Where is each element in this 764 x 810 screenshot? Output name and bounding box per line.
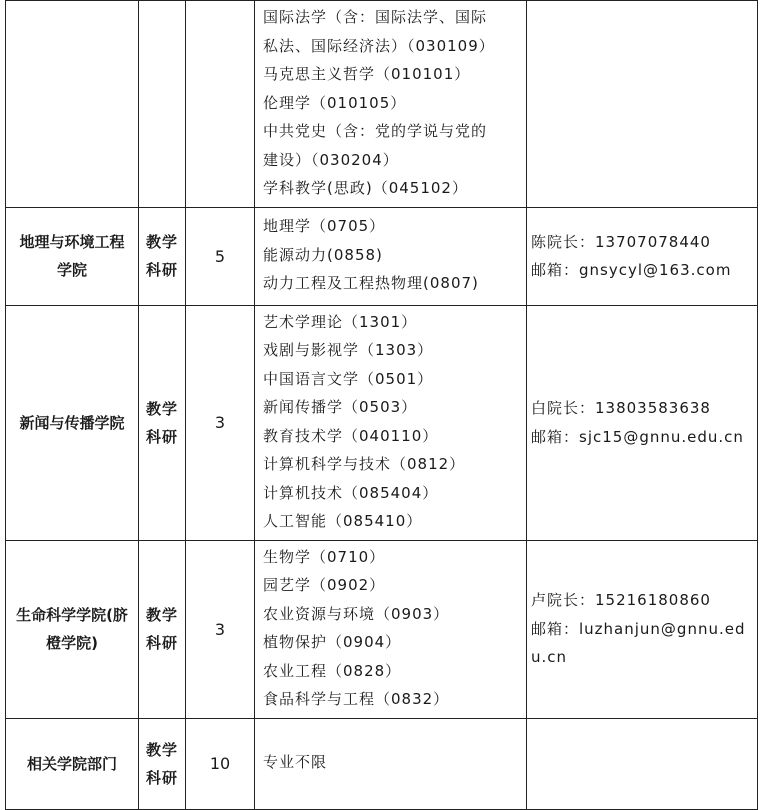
college-cell: 地理与环境工程学院: [6, 207, 139, 305]
college-cell: 新闻与传播学院: [6, 305, 139, 540]
major-item: 艺术学理论（1301）: [263, 312, 418, 331]
major-item: 计算机科学与技术（0812）: [263, 455, 466, 473]
contact-cell: [527, 1, 758, 208]
table-row: [6, 540, 758, 718]
major-item: 能源动力(0858): [263, 245, 383, 264]
contact-email: 邮箱：sjc15@gnnu.edu.cn: [531, 427, 744, 446]
major-item: 动力工程及工程热物理(0807): [263, 274, 479, 293]
headcount-cell: 10: [186, 718, 255, 809]
major-item: 专业不限: [263, 753, 328, 772]
contact-cell: [527, 540, 758, 718]
position-type-cell: 教学科研: [139, 305, 186, 540]
contact-phone: 卢院长：15216180860: [531, 591, 711, 610]
major-item: 学科教学(思政)（045102）: [263, 179, 468, 197]
major-item: 教育技术学（040110）: [263, 426, 439, 445]
major-item: 中共党史（含：党的学说与党的: [263, 122, 488, 140]
table-row: [6, 207, 758, 305]
contact-cell: [527, 207, 758, 305]
contact-email: 邮箱：luzhanjun@gnnu.edu.cn: [531, 619, 746, 667]
major-item: 农业工程（0828）: [263, 661, 402, 680]
major-item: 计算机技术（085404）: [263, 483, 439, 502]
recruitment-table: [5, 0, 758, 810]
majors-cell: [255, 540, 527, 718]
major-item: 生物学（0710）: [263, 547, 386, 566]
college-cell: [6, 1, 139, 208]
contact-cell: [527, 305, 758, 540]
contact-cell: [527, 718, 758, 809]
majors-cell: [255, 305, 527, 540]
majors-cell: [255, 1, 527, 208]
major-item: 戏剧与影视学（1303）: [263, 341, 434, 359]
major-item: 私法、国际经济法）（030109）: [263, 36, 495, 55]
position-type-cell: 教学科研: [139, 540, 186, 718]
position-type-cell: 教学科研: [139, 207, 186, 305]
headcount-cell: [186, 1, 255, 208]
major-item: 建设）（030204）: [263, 150, 399, 169]
major-item: 伦理学（010105）: [263, 93, 407, 112]
major-item: 人工智能（085410）: [263, 512, 423, 530]
major-item: 中国语言文学（0501）: [263, 369, 434, 388]
major-item: 马克思主义哲学（010101）: [263, 65, 471, 83]
major-item: 国际法学（含：国际法学、国际: [263, 8, 488, 26]
major-item: 食品科学与工程（0832）: [263, 690, 450, 708]
table-row: [6, 305, 758, 540]
position-type-cell: [139, 1, 186, 208]
college-cell: 相关学院部门: [6, 718, 139, 809]
headcount-cell: 3: [186, 540, 255, 718]
headcount-cell: 3: [186, 305, 255, 540]
position-type-cell: 教学科研: [139, 718, 186, 809]
table-row: [6, 1, 758, 208]
major-item: 农业资源与环境（0903）: [263, 604, 450, 623]
contact-phone: 陈院长：13707078440: [531, 232, 711, 251]
college-cell: 生命科学学院(脐橙学院): [6, 540, 139, 718]
contact-phone: 白院长：13803583638: [531, 399, 711, 417]
major-item: 园艺学（0902）: [263, 576, 386, 594]
major-item: 植物保护（0904）: [263, 633, 402, 651]
table-row: [6, 718, 758, 809]
major-item: 地理学（0705）: [263, 217, 386, 236]
headcount-cell: 5: [186, 207, 255, 305]
majors-cell: [255, 207, 527, 305]
contact-email: 邮箱：gnsycyl@163.com: [531, 261, 732, 279]
major-item: 新闻传播学（0503）: [263, 398, 418, 416]
majors-cell: [255, 718, 527, 809]
